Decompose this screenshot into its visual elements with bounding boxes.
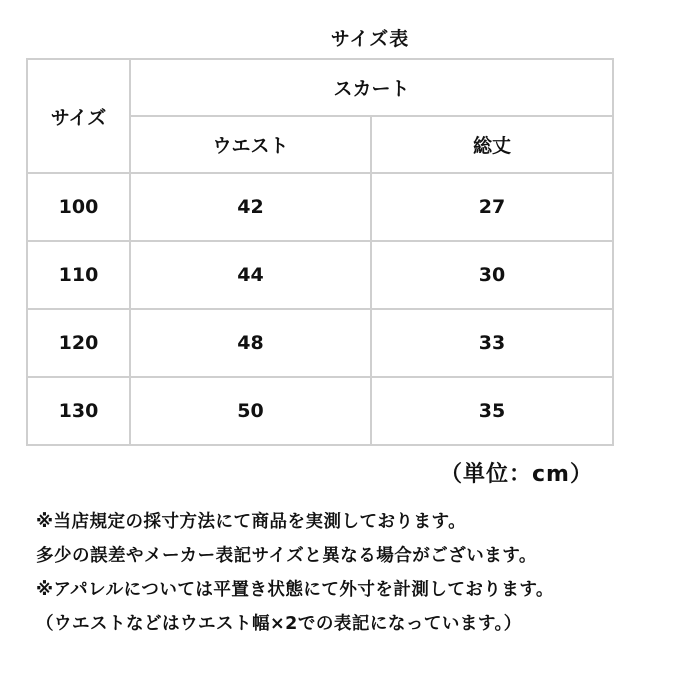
size-header: サイズ: [27, 59, 130, 173]
size-cell: 120: [27, 309, 130, 377]
waist-cell: 48: [130, 309, 371, 377]
unit-label: （単位：cm）: [440, 462, 593, 487]
size-table: [26, 58, 614, 446]
size-cell: 130: [27, 377, 130, 445]
waist-cell: 44: [130, 241, 371, 309]
note-line: ※アパレルについては平置き状態にて外寸を計測しております。: [36, 580, 554, 600]
note-line: （ウエストなどはウエスト幅×2での表記になっています。）: [36, 614, 522, 634]
table-row: [27, 377, 613, 445]
table-row: [27, 173, 613, 241]
waist-cell: 42: [130, 173, 371, 241]
length-cell: 35: [371, 377, 613, 445]
page-title: サイズ表: [330, 28, 410, 50]
length-header: 総丈: [371, 116, 613, 173]
waist-cell: 50: [130, 377, 371, 445]
notes: [36, 505, 696, 641]
size-cell: 100: [27, 173, 130, 241]
length-cell: 30: [371, 241, 613, 309]
table-row: [27, 241, 613, 309]
table-row: [27, 309, 613, 377]
table-header-row: [27, 59, 613, 116]
size-cell: 110: [27, 241, 130, 309]
note-line: ※当店規定の採寸方法にて商品を実測しております。: [36, 512, 467, 532]
note-line: 多少の誤差やメーカー表記サイズと異なる場合がございます。: [36, 546, 537, 566]
length-cell: 33: [371, 309, 613, 377]
length-cell: 27: [371, 173, 613, 241]
skirt-group-header: スカート: [130, 59, 613, 116]
waist-header: ウエスト: [130, 116, 371, 173]
